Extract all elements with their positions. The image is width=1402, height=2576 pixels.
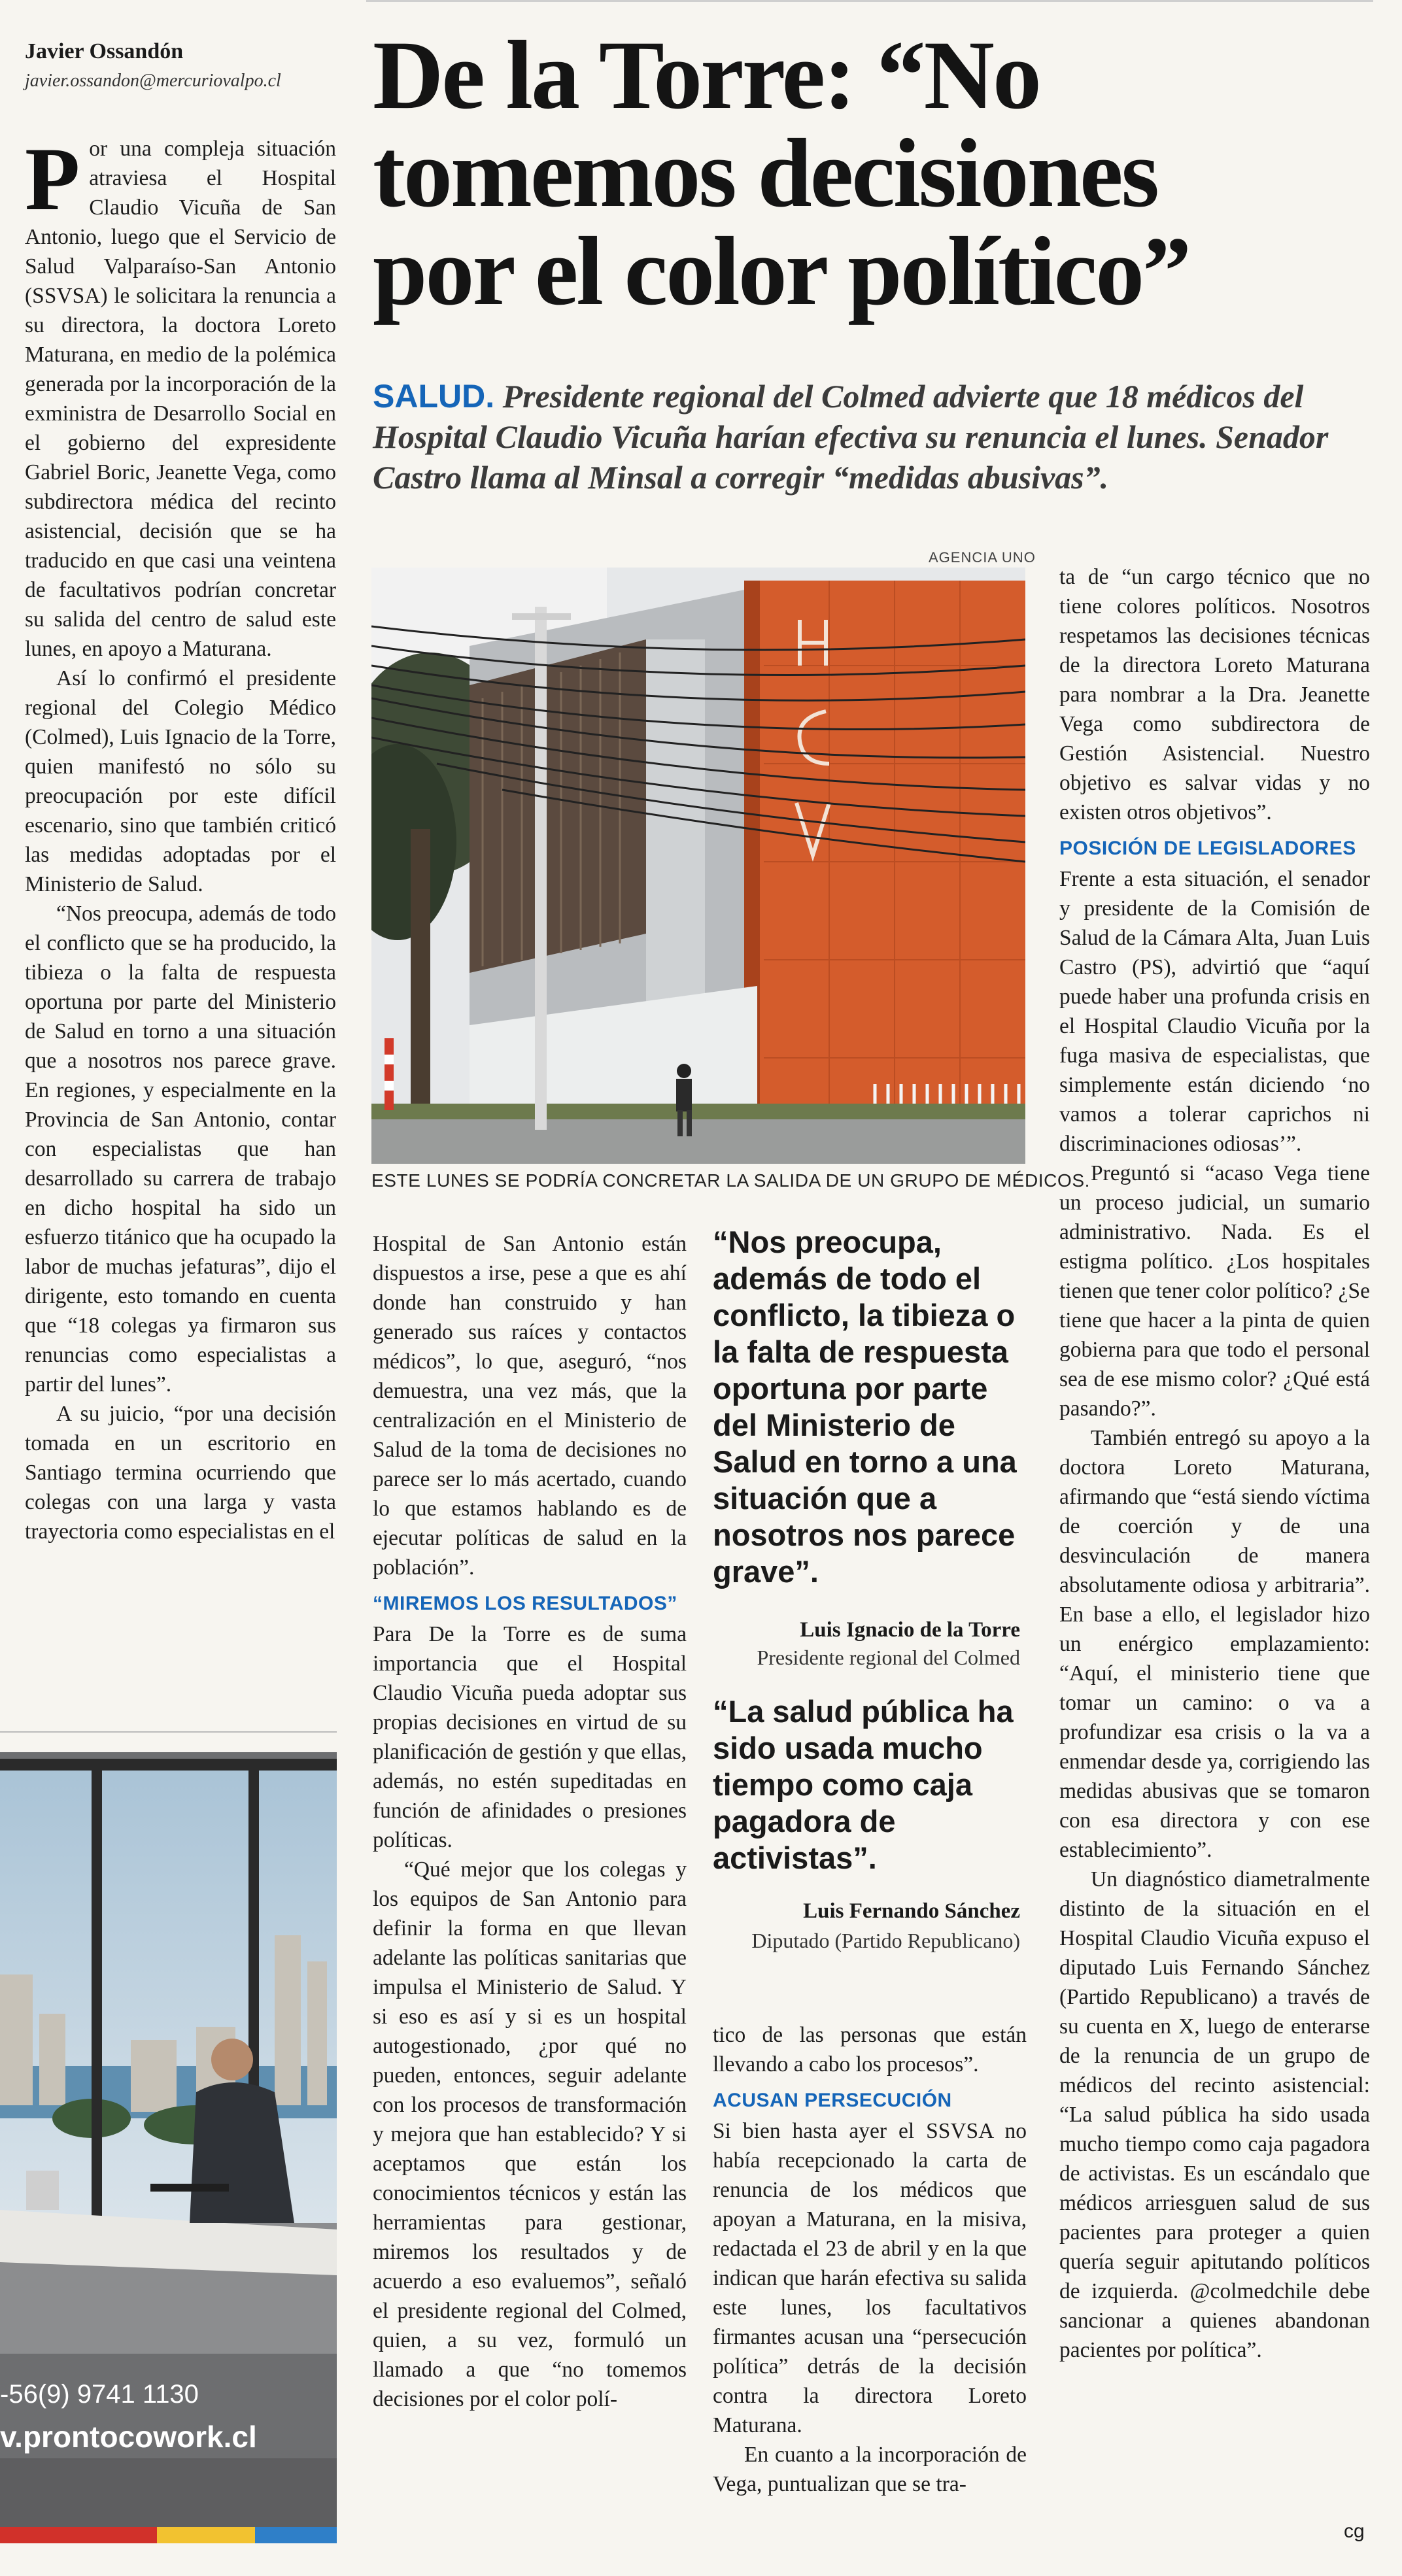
- article-column-6: [1059, 562, 1370, 2365]
- pull-quote-2-author: Luis Fernando Sánchez: [803, 1899, 1020, 1923]
- paragraph: ta de “un cargo técnico que no tiene colores políticos. Nosotros respetamos las decisiones técnicas de la directora Loreto Maturana para nombrar a la Dra. Jeanette Vega como subdirectora de Gestión Asistencial. Nuestro objetivo es salvar vidas y no existen otros objetivos”.: [1059, 565, 1370, 824]
- photo-credit: AGENCIA UNO: [929, 549, 1036, 566]
- paragraph: Así lo confirmó el presidente regional del Colegio Médico (Colmed), Luis Ignacio de la Torre, quien manifestó no sólo su preocupación por este difícil escenario, sino que también criticó las medidas adoptadas por el Ministerio de Salud.: [25, 666, 336, 896]
- headline-line-2: tomemos decisiones: [373, 119, 1157, 228]
- subheading-resultados: “MIREMOS LOS RESULTADOS”: [373, 1593, 677, 1614]
- photo-caption: ESTE LUNES SE PODRÍA CONCRETAR LA SALIDA DE UN GRUPO DE MÉDICOS.: [371, 1170, 1091, 1191]
- pull-quote-1-role: Presidente regional del Colmed: [757, 1646, 1020, 1669]
- article-column-3: [373, 1229, 687, 2414]
- headline: [373, 21, 1367, 326]
- paragraph: En cuanto a la incorporación de Vega, puntualizan que se tra-: [713, 2443, 1027, 2496]
- paragraph: “Nos preocupa, además de todo el conflicto que se ha producido, la tibieza o la falta de respuesta oportuna por parte del Ministerio de Salud en torno a una situación que a nosotros nos parece grave. En regiones, y especialmente en la Provincia de San Antonio, contar con especialistas que han desarrollado su carrera de trabajo en dicho hospital ha sido un esfuerzo titánico que ha ocupado la labor de muchas jefaturas”, dijo el dirigente, esto tomando en cuenta que “18 colegas ya firmaron sus renuncias como especialistas a partir del lunes”.: [25, 902, 336, 1397]
- dropcap: P: [25, 129, 80, 229]
- byline-author: Javier Ossandón: [25, 39, 184, 63]
- end-mark-icon: cg: [1344, 2520, 1365, 2542]
- deck-kicker: SALUD.: [373, 378, 495, 415]
- hospital-photo: [371, 568, 1025, 1164]
- pull-quote-2-role: Diputado (Partido Republicano): [751, 1929, 1020, 1952]
- top-rule: [366, 0, 1373, 2]
- pull-quote-1-author: Luis Ignacio de la Torre: [800, 1618, 1020, 1642]
- ad-phone-number[interactable]: -56(9) 9741 1130: [0, 2380, 199, 2409]
- pull-quote-1: “Nos preocupa, además de todo el conflicto, la tibieza o la falta de respuesta oportuna por parte del Ministerio de Salud en torno a una situación que a nosotros nos parece grave”.: [713, 1225, 1017, 1589]
- subheading-persecucion: ACUSAN PERSECUCIÓN: [713, 2090, 952, 2111]
- paragraph: Frente a esta situación, el senador y presidente de la Comisión de Salud de la Cámara Alta, Juan Luis Castro (PS), advirtió que “aquí puede haber una profunda crisis en el Hospital Claudio Vicuña por la fuga masiva de especialistas, que simplemente están diciendo ‘no vamos a tolerar caprichos ni discriminaciones odiosas’”.: [1059, 867, 1370, 1156]
- paragraph: También entregó su apoyo a la doctora Loreto Maturana, afirmando que “está siendo víctima de coerción y de una desvinculación de manera absolutamente odiosa y arbitraria”. En base a ello, el legislador hizo un enérgico emplazamiento: “Aquí, el ministerio tiene que tomar un camino: o va a profundizar esa crisis o la va a enmendar desde ya, corrigiendo las medidas abusivas que se tomaron con esa directora y con ese establecimiento”.: [1059, 1426, 1370, 1862]
- paragraph: Preguntó si “acaso Vega tiene un proceso judicial, un sumario administrativo. Nada. Es el estigma político. ¿Los hospitales tienen que tener color político? ¿Se tiene que hacer a la pinta de quien gobierna para que todo el personal sea de ese mismo color? ¿Qué está pasando?”.: [1059, 1161, 1370, 1421]
- paragraph: tico de las personas que están llevando a cabo los procesos”.: [713, 2023, 1027, 2076]
- paragraph: A su juicio, “por una decisión tomada en un escritorio en Santiago termina ocurriendo que colegas con una larga y vasta trayectoria como especialistas en el: [25, 1402, 336, 1544]
- subheading-legisladores: POSICIÓN DE LEGISLADORES: [1059, 838, 1356, 859]
- hospital-photo-illustration: [371, 568, 1025, 1164]
- paragraph: “Qué mejor que los colegas y los equipos de San Antonio para definir la forma en que llevan adelante las políticas sanitarias que impulsa el Ministerio de Salud. Y si eso es así y si es un hospital autogestionado, ¿por qué no pueden, entonces, seguir adelante con los procesos de transformación y mejora que han establecido? Y si aceptamos que están los conocimientos técnicos y están las herramientas para gestionar, miremos los resultados y de acuerdo a eso evaluemos”, señaló el presidente regional del Colmed, quien, a su vez, formuló un llamado a que “no tomemos decisiones por el color polí-: [373, 1857, 687, 2411]
- paragraph: Un diagnóstico diametralmente distinto de la situación en el Hospital Claudio Vicuña expuso el diputado Luis Fernando Sánchez (Partido Republicano) a través de su cuenta en X, luego de enterarse de la renuncia de un grupo de médicos del recinto asistencial: “La salud pública ha sido usada mucho tiempo como caja pagadora de activistas. Es un escándalo que médicos arriesguen salud de sus pacientes para proteger a quien quería seguir apitutando políticos de izquierda. @colmedchile debe sancionar a quienes abandonan pacientes por política”.: [1059, 1867, 1370, 2362]
- ad-divider: [0, 1731, 337, 1733]
- article-column-1: [25, 129, 336, 1546]
- article-column-4: [713, 2020, 1027, 2499]
- paragraph: or una compleja situación atraviesa el Hospital Claudio Vicuña de San Antonio, luego que el Servicio de Salud Valparaíso-San Antonio (SSVSA) le solicitara la renuncia a su directora, la doctora Loreto Maturana, en medio de la polémica generada por la incorporación de la exministra de Desarrollo Social en el gobierno del expresidente Gabriel Boric, Jeanette Vega, como subdirectora médica del recinto asistencial, decisión que se ha traducido en que casi una veintena de facultativos podrían concretar su salida del centro de salud este lunes, en apoyo a Maturana.: [25, 137, 336, 661]
- pull-quote-2: “La salud pública ha sido usada mucho tiempo como caja pagadora de activistas”.: [713, 1694, 1014, 1875]
- byline-email[interactable]: javier.ossandon@mercuriovalpo.cl: [25, 71, 281, 91]
- headline-line-1: De la Torre: “No: [373, 21, 1040, 129]
- deck: [373, 376, 1354, 498]
- paragraph: Para De la Torre es de suma importancia que el Hospital Claudio Vicuña pueda adoptar sus propias decisiones en virtud de su planificación de gestión y que ellas, además, no estén supeditadas en función de afinidades o presiones políticas.: [373, 1622, 687, 1852]
- paragraph: Si bien hasta ayer el SSVSA no había recepcionado la carta de renuncia de los médicos que apoyan a Maturana, en la misiva, redactada el 23 de abril y en la que indican que harán efectiva su salida este lunes, los facultativos firmantes acusan una “persecución política” detrás de la decisión contra la directora Loreto Maturana.: [713, 2119, 1027, 2437]
- deck-text: Presidente regional del Colmed advierte que 18 médicos del Hospital Claudio Vicuña harían efectiva su renuncia el lunes. Senador Castro llama al Minsal a corregir “medidas abusivas”.: [373, 378, 1329, 496]
- headline-line-3: por el color político”: [373, 217, 1190, 326]
- paragraph: Hospital de San Antonio están dispuestos a irse, pese a que es ahí donde han construido y han generado sus raíces y contactos médicos”, lo que, aseguró, “nos demuestra, una vez más, que la centralización en el Ministerio de Salud de la toma de decisiones no parece ser lo más acertado, cuando lo que estamos hablando es de ejecutar políticas de salud en la población”.: [373, 1232, 687, 1580]
- ad-website[interactable]: v.prontocowork.cl: [0, 2420, 257, 2454]
